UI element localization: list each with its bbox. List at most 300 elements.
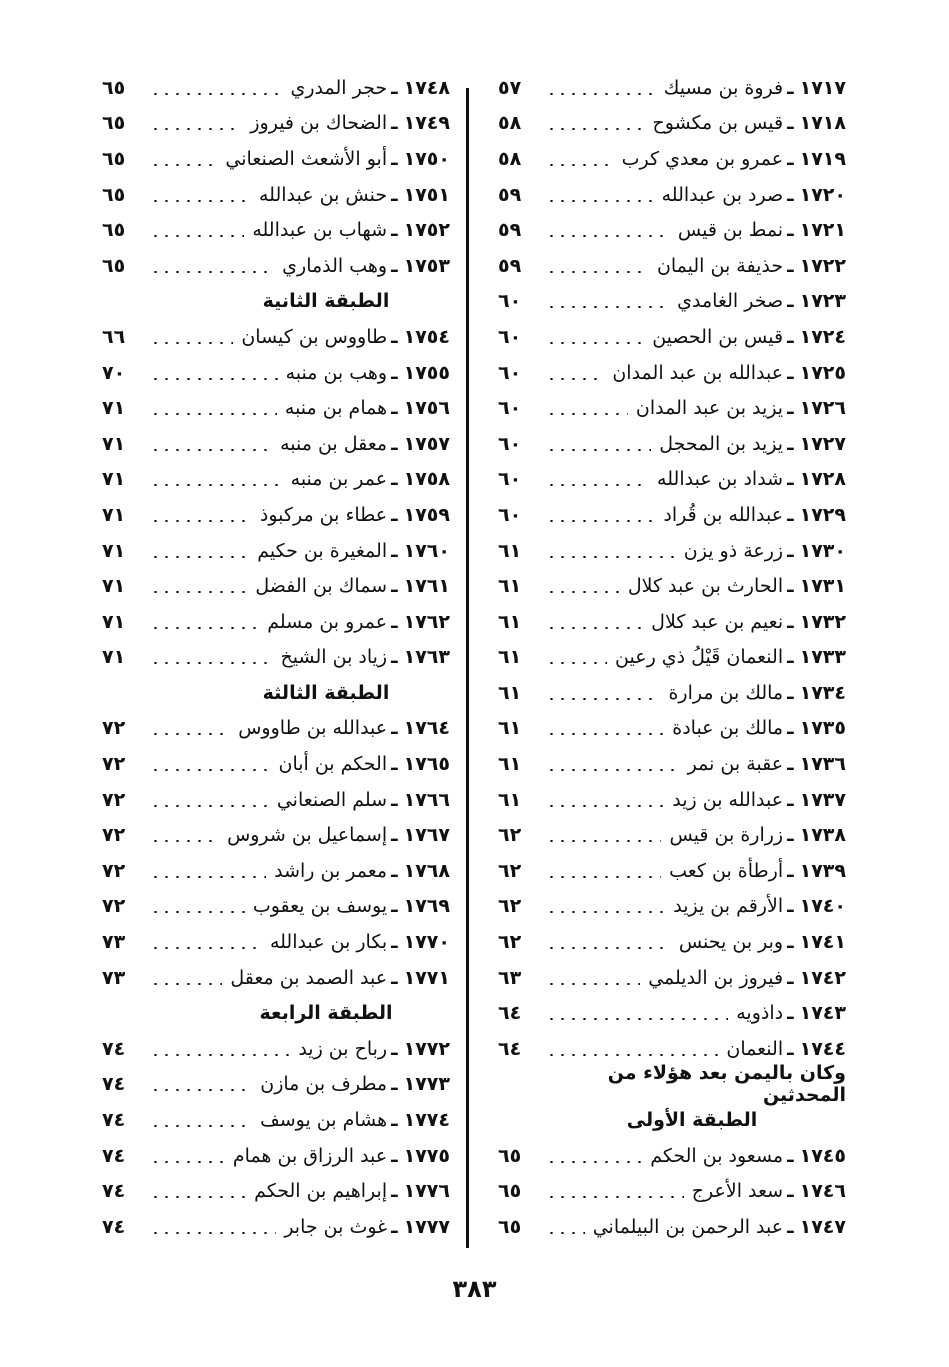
index-entry — [102, 568, 450, 604]
index-entry — [498, 960, 846, 996]
entry-number: ١٧٤٩ — [403, 112, 450, 135]
entry-separator: ـ — [391, 468, 398, 491]
entry-separator: ـ — [391, 361, 398, 384]
entry-page-number: ٧١ — [102, 432, 126, 455]
entry-page-number: ٧٢ — [102, 859, 126, 882]
entry-name: عبد الرزاق بن همام — [232, 1144, 388, 1167]
dot-leader — [150, 1089, 252, 1091]
entry-separator: ـ — [787, 646, 794, 669]
entry-page-number: ٦٥ — [498, 1215, 522, 1238]
index-entry — [498, 675, 846, 711]
dot-leader — [150, 164, 217, 166]
entry-number: ١٧٤٢ — [799, 966, 846, 989]
entry-separator: ـ — [787, 1180, 794, 1203]
entry-number: ١٧٥٤ — [403, 325, 450, 348]
entry-name: همام بن منبه — [284, 397, 388, 420]
dot-leader — [546, 128, 645, 130]
index-entry — [498, 1138, 846, 1174]
index-entry — [498, 1209, 846, 1245]
entry-separator: ـ — [787, 753, 794, 776]
entry-number: ١٧٥٥ — [403, 361, 450, 384]
entry-separator: ـ — [391, 931, 398, 954]
entry-number: ١٧١٧ — [799, 76, 846, 99]
left-entries-group-2 — [102, 319, 450, 675]
entry-name: الحكم بن أبان — [278, 753, 388, 776]
entry-separator: ـ — [787, 290, 794, 313]
entry-number: ١٧٢٠ — [799, 183, 846, 206]
entry-page-number: ٧١ — [102, 575, 126, 598]
dot-leader — [546, 93, 656, 95]
entry-page-number: ٦١ — [498, 646, 522, 669]
dot-leader — [546, 591, 620, 593]
dot-leader — [546, 235, 670, 237]
index-entry — [498, 640, 846, 676]
index-entry — [102, 711, 450, 747]
entry-page-number: ٧٤ — [102, 1109, 126, 1132]
entry-name: يزيد بن المحجل — [659, 432, 784, 455]
entry-name: أرطأة بن كعب — [669, 859, 784, 882]
entry-name: النعمان — [726, 1037, 784, 1060]
entry-number: ١٧٦٦ — [403, 788, 450, 811]
entry-separator: ـ — [391, 895, 398, 918]
index-entry — [498, 568, 846, 604]
entry-page-number: ٦٥ — [498, 1144, 522, 1167]
entry-name: نعيم بن عبد كلال — [651, 610, 784, 633]
entry-number: ١٧٣٣ — [799, 646, 846, 669]
entry-page-number: ٦٠ — [498, 397, 522, 420]
entry-page-number: ٦٦ — [102, 325, 126, 348]
entry-name: مسعود بن الحكم — [650, 1144, 784, 1167]
entry-separator: ـ — [391, 966, 398, 989]
entry-page-number: ٦٥ — [102, 183, 126, 206]
entry-page-number: ٧٣ — [102, 966, 126, 989]
index-entry — [102, 924, 450, 960]
entry-separator: ـ — [391, 397, 398, 420]
entry-page-number: ٦١ — [498, 575, 522, 598]
entry-separator: ـ — [787, 931, 794, 954]
dot-leader — [150, 1125, 252, 1127]
entry-name: سماك بن الفضل — [255, 575, 388, 598]
entry-page-number: ٧٤ — [102, 1144, 126, 1167]
dot-leader — [150, 93, 283, 95]
entry-name: شداد بن عبدالله — [657, 468, 784, 491]
index-entry — [102, 1067, 450, 1103]
entry-separator: ـ — [787, 539, 794, 562]
entry-name: بكار بن عبدالله — [269, 931, 388, 954]
entry-number: ١٧٤٧ — [799, 1215, 846, 1238]
entry-number: ١٧٣٩ — [799, 859, 846, 882]
entry-number: ١٧٧٣ — [403, 1073, 450, 1096]
entry-number: ١٧٢٣ — [799, 290, 846, 313]
dot-leader — [546, 840, 661, 842]
entry-name: النعمان قَيْلُ ذي رعين — [615, 646, 784, 669]
dot-leader — [150, 911, 245, 913]
entry-number: ١٧٤٥ — [799, 1144, 846, 1167]
entry-separator: ـ — [787, 1037, 794, 1060]
entry-page-number: ٧٤ — [102, 1215, 126, 1238]
index-entry — [102, 70, 450, 106]
entry-page-number: ٦٢ — [498, 824, 522, 847]
entry-separator: ـ — [391, 1215, 398, 1238]
entry-name: رباح بن زيد — [298, 1037, 388, 1060]
entry-name: هشام بن يوسف — [260, 1109, 388, 1132]
dot-leader — [546, 662, 607, 664]
entry-number: ١٧٥٦ — [403, 397, 450, 420]
left-entries-group-1 — [102, 70, 450, 284]
dot-leader — [546, 556, 676, 558]
entry-page-number: ٦٥ — [498, 1180, 522, 1203]
dot-leader — [546, 698, 660, 700]
dot-leader — [150, 449, 272, 451]
entry-number: ١٧٥٨ — [403, 468, 450, 491]
dot-leader — [546, 520, 655, 522]
entry-page-number: ٥٨ — [498, 147, 522, 170]
entry-name: مالك بن عبادة — [672, 717, 784, 740]
entry-name: الأرقم بن يزيد — [673, 895, 784, 918]
index-entry — [102, 355, 450, 391]
entry-page-number: ٦١ — [498, 753, 522, 776]
index-entry — [102, 248, 450, 284]
entry-separator: ـ — [787, 824, 794, 847]
entry-separator: ـ — [787, 966, 794, 989]
dot-leader — [150, 342, 233, 344]
entry-name: عقبة بن نمر — [687, 753, 784, 776]
entry-number: ١٧٢٧ — [799, 432, 846, 455]
entry-page-number: ٥٩ — [498, 183, 522, 206]
entry-page-number: ٧٢ — [102, 895, 126, 918]
entry-separator: ـ — [787, 76, 794, 99]
index-entry — [498, 390, 846, 426]
entry-name: يوسف بن يعقوب — [252, 895, 388, 918]
entry-page-number: ٦٥ — [102, 219, 126, 242]
dot-leader — [150, 1232, 276, 1234]
entry-name: صرد بن عبدالله — [661, 183, 784, 206]
column-divider — [466, 88, 469, 1248]
entry-page-number: ٧٢ — [102, 753, 126, 776]
entry-number: ١٧٥٠ — [403, 147, 450, 170]
entry-separator: ـ — [391, 859, 398, 882]
entry-separator: ـ — [787, 788, 794, 811]
entry-separator: ـ — [391, 254, 398, 277]
entry-page-number: ٥٧ — [498, 76, 522, 99]
entry-separator: ـ — [787, 468, 794, 491]
dot-leader — [546, 1054, 718, 1056]
dot-leader — [546, 911, 665, 913]
dot-leader — [546, 983, 640, 985]
index-entry — [102, 1031, 450, 1067]
index-entry — [498, 924, 846, 960]
index-entry — [102, 746, 450, 782]
dot-leader — [546, 271, 649, 273]
entry-page-number: ٦٥ — [102, 76, 126, 99]
entry-name: عبد الرحمن بن البيلماني — [592, 1215, 784, 1238]
entry-page-number: ٧١ — [102, 646, 126, 669]
entry-name: الضحاك بن فيروز — [250, 112, 388, 135]
index-entry — [102, 889, 450, 925]
entry-separator: ـ — [391, 824, 398, 847]
entry-name: قيس بن الحصين — [652, 325, 784, 348]
entry-separator: ـ — [787, 895, 794, 918]
entry-separator: ـ — [391, 539, 398, 562]
entry-separator: ـ — [787, 575, 794, 598]
entry-name: معمر بن راشد — [274, 859, 388, 882]
entry-separator: ـ — [391, 112, 398, 135]
index-entry — [498, 426, 846, 462]
entry-separator: ـ — [787, 361, 794, 384]
index-entry — [102, 319, 450, 355]
index-entry — [498, 212, 846, 248]
dot-leader — [150, 627, 259, 629]
entry-page-number: ٦٢ — [498, 859, 522, 882]
entry-page-number: ٥٩ — [498, 254, 522, 277]
entry-separator: ـ — [787, 397, 794, 420]
entry-number: ١٧٧٧ — [403, 1215, 450, 1238]
dot-leader — [546, 1018, 728, 1020]
index-entry — [102, 817, 450, 853]
entry-page-number: ٧٠ — [102, 361, 126, 384]
entry-page-number: ٦٣ — [498, 966, 522, 989]
dot-leader — [150, 805, 269, 807]
dot-leader — [546, 200, 654, 202]
entry-name: عبدالله بن طاووس — [238, 717, 388, 740]
dot-leader — [546, 484, 649, 486]
entry-page-number: ٦٥ — [102, 147, 126, 170]
index-entry — [102, 390, 450, 426]
index-entry — [102, 1209, 450, 1245]
entry-page-number: ٧١ — [102, 397, 126, 420]
entry-name: حنش بن عبدالله — [258, 183, 388, 206]
index-entry — [102, 212, 450, 248]
dot-leader — [150, 413, 277, 415]
entry-number: ١٧٢٥ — [799, 361, 846, 384]
dot-leader — [150, 840, 219, 842]
index-entry — [102, 462, 450, 498]
index-entry — [498, 853, 846, 889]
entry-number: ١٧٢٩ — [799, 503, 846, 526]
entry-separator: ـ — [787, 254, 794, 277]
index-entry — [498, 889, 846, 925]
entry-page-number: ٦٠ — [498, 468, 522, 491]
index-entry — [102, 106, 450, 142]
section-heading-tabaqa-3: الطبقة الثالثة — [262, 681, 390, 704]
entry-page-number: ٦٠ — [498, 290, 522, 313]
entry-name: وهب بن منبه — [285, 361, 388, 384]
entry-name: وبر بن يحنس — [678, 931, 784, 954]
entry-separator: ـ — [787, 681, 794, 704]
entry-number: ١٧٦٨ — [403, 859, 450, 882]
right-column — [498, 70, 846, 1245]
entry-separator: ـ — [391, 325, 398, 348]
index-entry — [498, 604, 846, 640]
index-entry — [498, 141, 846, 177]
index-entry — [498, 177, 846, 213]
entry-number: ١٧٧٤ — [403, 1109, 450, 1132]
entry-number: ١٧٦٧ — [403, 824, 450, 847]
index-entry — [102, 640, 450, 676]
entry-name: وهب الذماري — [282, 254, 388, 277]
entry-number: ١٧٧٥ — [403, 1144, 450, 1167]
entry-number: ١٧٤٠ — [799, 895, 846, 918]
entry-separator: ـ — [391, 76, 398, 99]
index-entry — [498, 497, 846, 533]
entry-separator: ـ — [787, 1144, 794, 1167]
entry-name: عبد الصمد بن معقل — [230, 966, 388, 989]
entry-page-number: ٧٢ — [102, 824, 126, 847]
entry-page-number: ٦٢ — [498, 931, 522, 954]
entry-name: عطاء بن مركبوذ — [259, 503, 388, 526]
dot-leader — [546, 449, 651, 451]
entry-separator: ـ — [787, 183, 794, 206]
dot-leader — [546, 342, 644, 344]
index-entry — [102, 177, 450, 213]
entry-number: ١٧٥٢ — [403, 219, 450, 242]
entry-separator: ـ — [391, 717, 398, 740]
dot-leader — [150, 556, 249, 558]
entry-number: ١٧٣٥ — [799, 717, 846, 740]
dot-leader — [150, 378, 278, 380]
entry-page-number: ٦٥ — [102, 112, 126, 135]
dot-leader — [546, 769, 680, 771]
dot-leader — [150, 200, 251, 202]
index-entry — [498, 70, 846, 106]
dot-leader — [150, 1054, 290, 1056]
dot-leader — [546, 413, 628, 415]
index-entry — [498, 746, 846, 782]
index-entry — [102, 604, 450, 640]
index-entry — [498, 284, 846, 320]
dot-leader — [150, 484, 283, 486]
entry-page-number: ٧١ — [102, 610, 126, 633]
dot-leader — [150, 662, 273, 664]
index-entry — [498, 817, 846, 853]
section-heading-tabaqa-2: الطبقة الثانية — [262, 290, 390, 313]
entry-separator: ـ — [787, 1215, 794, 1238]
right-entries-group-1 — [498, 70, 846, 1067]
entry-name: شهاب بن عبدالله — [252, 219, 388, 242]
entry-separator: ـ — [787, 147, 794, 170]
entry-page-number: ٦٤ — [498, 1002, 522, 1025]
dot-leader — [546, 627, 643, 629]
entry-number: ١٧١٩ — [799, 147, 846, 170]
index-entry — [102, 782, 450, 818]
entry-page-number: ٦١ — [498, 788, 522, 811]
entry-page-number: ٧٤ — [102, 1180, 126, 1203]
dot-leader — [150, 235, 244, 237]
entry-number: ١٧٤٦ — [799, 1180, 846, 1203]
entry-page-number: ٦٤ — [498, 1037, 522, 1060]
dot-leader — [546, 306, 669, 308]
entry-separator: ـ — [787, 503, 794, 526]
entry-number: ١٧٦٠ — [403, 539, 450, 562]
index-entry — [102, 1173, 450, 1209]
index-entry — [498, 248, 846, 284]
entry-page-number: ٧٢ — [102, 788, 126, 811]
entry-number: ١٧٤١ — [799, 931, 846, 954]
dot-leader — [150, 520, 252, 522]
entry-page-number: ٥٩ — [498, 219, 522, 242]
entry-separator: ـ — [391, 432, 398, 455]
entry-name: أبو الأشعث الصنعاني — [225, 147, 388, 170]
dot-leader — [546, 876, 661, 878]
entry-number: ١٧٦٤ — [403, 717, 450, 740]
dot-leader — [546, 164, 614, 166]
index-entry — [102, 533, 450, 569]
entry-name: حجر المدري — [290, 76, 388, 99]
entry-page-number: ٧٣ — [102, 931, 126, 954]
entry-page-number: ٧٢ — [102, 717, 126, 740]
entry-number: ١٧٧٢ — [403, 1037, 450, 1060]
entry-name: عمرو بن مسلم — [267, 610, 388, 633]
entry-name: مالك بن مرارة — [668, 681, 784, 704]
index-entry — [498, 995, 846, 1031]
entry-name: نمط بن قيس — [677, 219, 784, 242]
entry-number: ١٧٦٢ — [403, 610, 450, 633]
entry-number: ١٧٤٨ — [403, 76, 450, 99]
dot-leader — [150, 591, 247, 593]
entry-page-number: ٦٥ — [102, 254, 126, 277]
entry-number: ١٧٧٠ — [403, 931, 450, 954]
index-entry — [498, 782, 846, 818]
entry-page-number: ٦٠ — [498, 325, 522, 348]
dot-leader — [546, 733, 664, 735]
entry-name: مطرف بن مازن — [260, 1073, 388, 1096]
entry-number: ١٧٢٦ — [799, 397, 846, 420]
entry-page-number: ٧١ — [102, 503, 126, 526]
entry-separator: ـ — [391, 1144, 398, 1167]
entry-name: معقل بن منبه — [280, 432, 388, 455]
entry-name: زرارة بن قيس — [669, 824, 784, 847]
entry-separator: ـ — [787, 717, 794, 740]
entry-number: ١٧٥١ — [403, 183, 450, 206]
entry-name: الحارث بن عبد كلال — [627, 575, 784, 598]
entry-number: ١٧٣٠ — [799, 539, 846, 562]
entry-separator: ـ — [787, 112, 794, 135]
entry-name: فيروز بن الديلمي — [648, 966, 784, 989]
entry-page-number: ٧١ — [102, 468, 126, 491]
entry-separator: ـ — [391, 219, 398, 242]
entry-page-number: ٦١ — [498, 717, 522, 740]
entry-separator: ـ — [787, 859, 794, 882]
index-entry — [102, 853, 450, 889]
entry-number: ١٧٢١ — [799, 219, 846, 242]
entry-separator: ـ — [391, 1180, 398, 1203]
entry-name: عبدالله بن قُراد — [663, 503, 784, 526]
entry-name: عبدالله بن عبد المدان — [612, 361, 784, 384]
entry-separator: ـ — [787, 325, 794, 348]
entry-separator: ـ — [391, 610, 398, 633]
entry-number: ١٧٦٥ — [403, 753, 450, 776]
dot-leader — [150, 271, 274, 273]
section-heading-yemen-muhaddithin: وكان باليمن بعد هؤلاء من المحدثين — [607, 1062, 846, 1107]
index-entry — [498, 462, 846, 498]
entry-page-number: ٦٠ — [498, 361, 522, 384]
index-entry — [498, 106, 846, 142]
section-heading-tabaqa-1: الطبقة الأولى — [626, 1109, 758, 1132]
entry-number: ١٧٤٤ — [799, 1037, 846, 1060]
entry-separator: ـ — [391, 503, 398, 526]
entry-name: فروة بن مسيك — [663, 76, 784, 99]
entry-page-number: ٦١ — [498, 610, 522, 633]
dot-leader — [150, 1196, 246, 1198]
entry-name: المغيرة بن حكيم — [257, 539, 388, 562]
entry-separator: ـ — [391, 1073, 398, 1096]
index-entry — [498, 1173, 846, 1209]
entry-number: ١٧٦٣ — [403, 646, 450, 669]
entry-separator: ـ — [391, 575, 398, 598]
entry-number: ١٧٢٤ — [799, 325, 846, 348]
entry-number: ١٧٥٣ — [403, 254, 450, 277]
entry-number: ١٧٤٣ — [799, 1002, 846, 1025]
